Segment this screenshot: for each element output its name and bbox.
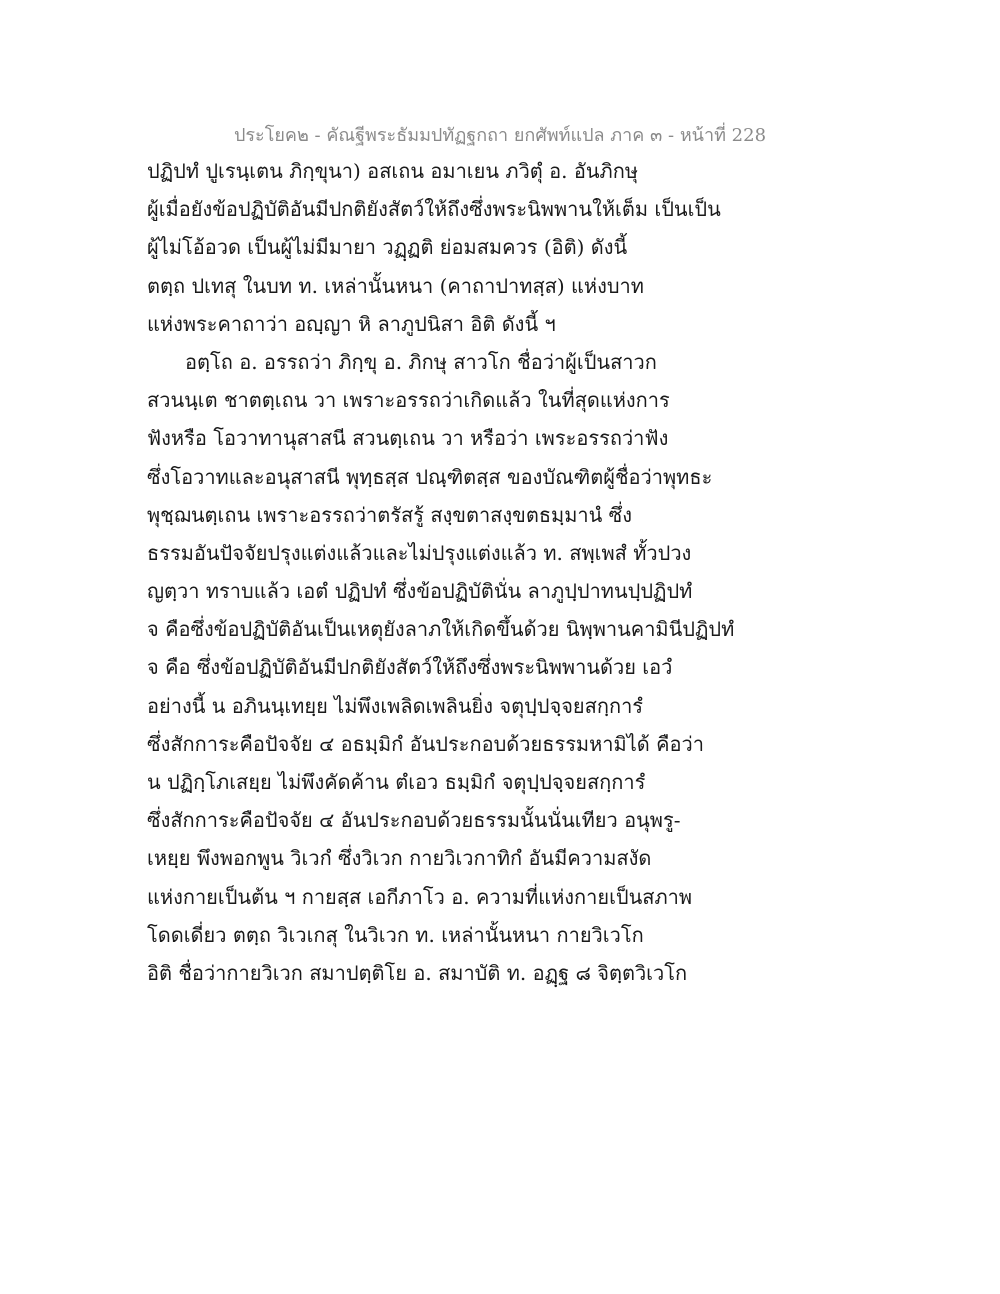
text-line: แห่งพระคาถาว่า อญฺญา หิ ลาภูปนิสา อิติ ดังนี้ ฯ xyxy=(147,311,556,336)
text-line: แห่งกายเป็นต้น ฯ กายสฺส เอกีภาโว อ. ความที่แห่งกายเป็นสภาพ xyxy=(147,884,693,909)
text-line: เหยฺย พึงพอกพูน วิเวกํ ซึ่งวิเวก กายวิเวกาทิกํ อันมีความสงัด xyxy=(147,846,652,871)
text-line: อิติ ชื่อว่ากายวิเวก สมาปตฺติโย อ. สมาบัติ ท. อฏฺฐ ๘ จิตฺตวิเวโก xyxy=(147,960,688,985)
text-line: ผู้เมื่อยังข้อปฏิบัติอันมีปกติยังสัตว์ให้ถึงซึ่งพระนิพพานให้เต็ม เป็นเป็น xyxy=(147,197,721,222)
paragraph-start-line: อตฺโถ อ. อรรถว่า ภิกฺขุ อ. ภิกษุ สาวโก ชื่อว่าผู้เป็นสาวก xyxy=(185,349,657,374)
text-line: ปฏิปทํ ปูเรนฺเตน ภิกฺขุนา) อสเถน อมาเยน ภวิตุํ อ. อันภิกษุ xyxy=(147,159,639,183)
body-text xyxy=(147,152,867,992)
text-line: จ คือซึ่งข้อปฏิบัติอันเป็นเหตุยังลาภให้เกิดขึ้นด้วย นิพฺพานคามินีปฏิปทํ xyxy=(147,617,735,642)
text-line: พุชฺฌนตฺเถน เพราะอรรถว่าตรัสรู้ สงฺขตาสงฺขตธมฺมานํ ซึ่ง xyxy=(147,502,632,527)
running-header: ประโยค๒ - คัณฐีพระธัมมปทัฏฐกถา ยกศัพท์แปล ภาค ๓ - หน้าที่ 228 xyxy=(233,125,767,146)
text-line: ซึ่งสักการะคือปัจจัย ๔ อันประกอบด้วยธรรมนั้นนั่นเทียว อนุพรู- xyxy=(147,808,681,833)
text-line: ผู้ไม่โอ้อวด เป็นผู้ไม่มีมายา วฏฺฏติ ย่อมสมควร (อิติ) ดังนี้ xyxy=(147,235,628,260)
text-line: โดดเดี่ยว ตตฺถ วิเวเกสุ ในวิเวก ท. เหล่านั้นหนา กายวิเวโก xyxy=(147,922,644,947)
text-line: ซึ่งโอวาทและอนุสาสนี พุทฺธสฺส ปณฺฑิตสฺส ของบัณฑิตผู้ชื่อว่าพุทธะ xyxy=(147,464,713,489)
text-line: จ คือ ซึ่งข้อปฏิบัติอันมีปกติยังสัตว์ให้ถึงซึ่งพระนิพพานด้วย เอวํ xyxy=(147,655,673,680)
text-line: น ปฏิกฺโภเสยฺย ไม่พึงคัดค้าน ตํเอว ธมฺมิกํ จตุปฺปจฺจยสกฺการํ xyxy=(147,770,646,794)
text-line: อย่างนี้ น อภินนฺเทยฺย ไม่พึงเพลิดเพลินยิ่ง จตุปฺปจฺจยสกฺการํ xyxy=(147,693,644,718)
text-line: สวนนฺเต ชาตตฺเถน วา เพราะอรรถว่าเกิดแล้ว ในที่สุดแห่งการ xyxy=(147,388,670,413)
text-line: ฟังหรือ โอวาทานุสาสนี สวนตฺเถน วา หรือว่า เพระอรรถว่าฟัง xyxy=(147,426,669,451)
text-line: ญตฺวา ทราบแล้ว เอตํ ปฏิปทํ ซึ่งข้อปฏิบัตินั่น ลาภูปฺปาทนปฺปฏิปทํ xyxy=(147,579,693,604)
text-line: ซึ่งสักการะคือปัจจัย ๔ อธมฺมิกํ อันประกอบด้วยธรรมหามิได้ คือว่า xyxy=(147,731,704,756)
text-line: ธรรมอันปัจจัยปรุงแต่งแล้วและไม่ปรุงแต่งแล้ว ท. สพฺเพสํ ทั้วปวง xyxy=(147,540,692,565)
text-line: ตตฺถ ปเทสุ ในบท ท. เหล่านั้นหนา (คาถาปาทสฺส) แห่งบาท xyxy=(147,273,644,298)
